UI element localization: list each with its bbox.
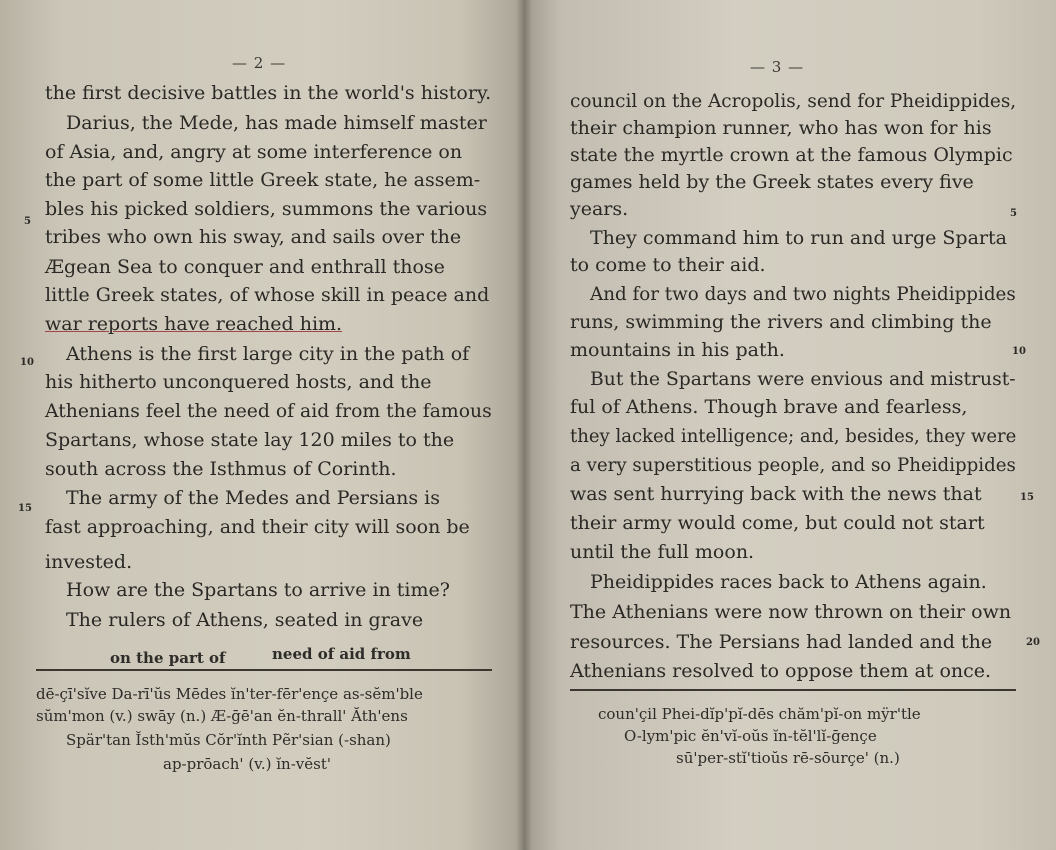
left-page bbox=[0, 0, 524, 850]
text-line: mountains in his path. bbox=[570, 339, 785, 361]
pronunciation-line: O-lym'pic ĕn'vĭ-oŭs ĭn-tĕl'lĭ-ḡençe bbox=[624, 727, 877, 745]
text-line: They command him to run and urge Sparta bbox=[590, 227, 1007, 249]
text-line: The Athenians were now thrown on their own bbox=[570, 601, 1012, 623]
footnote-heading: need of aid from bbox=[272, 645, 411, 663]
text-line: their champion runner, who has won for his bbox=[570, 117, 992, 139]
text-line: a very superstitious people, and so Pheidippides bbox=[570, 454, 1016, 476]
text-line: south across the Isthmus of Corinth. bbox=[45, 458, 397, 480]
text-line: Darius, the Mede, has made himself master bbox=[66, 112, 487, 134]
text-line: their army would come, but could not start bbox=[570, 512, 985, 534]
text-line: tribes who own his sway, and sails over the bbox=[45, 226, 462, 248]
line-number: 15 bbox=[18, 503, 32, 514]
text-line: they lacked intelligence; and, besides, they were bbox=[570, 425, 1017, 447]
text-line: fast approaching, and their city will soon be bbox=[45, 516, 470, 538]
pronunciation-line: sū'per-stĭ'tioŭs rē-sōurçe' (n.) bbox=[676, 749, 900, 767]
text-line: Athens is the first large city in the path of bbox=[66, 343, 470, 365]
footnote-rule bbox=[570, 689, 1016, 691]
line-number: 10 bbox=[20, 357, 34, 368]
text-line: his hitherto unconquered hosts, and the bbox=[45, 371, 432, 393]
right-page bbox=[524, 0, 1056, 850]
text-line: the first decisive battles in the world's history. bbox=[45, 82, 492, 104]
text-line: The army of the Medes and Persians is bbox=[66, 487, 440, 509]
text-line: war reports have reached him. bbox=[45, 313, 343, 335]
text-line: But the Spartans were envious and mistrust- bbox=[590, 368, 1016, 390]
text-line: to come to their aid. bbox=[570, 254, 766, 276]
pronunciation-line: sŭm'mon (v.) swāy (n.) Æ-ḡē'an ĕn-thrall' Ăth'ens bbox=[36, 707, 408, 725]
pronunciation-line: coun'çil Phei-dĭp'pĭ-dēs chăm'pĭ-on mÿr'tle bbox=[598, 705, 921, 723]
book-gutter bbox=[516, 0, 532, 850]
text-line: council on the Acropolis, send for Pheidippides, bbox=[570, 90, 1017, 112]
page-number: — 3 — bbox=[750, 58, 805, 76]
text-line: How are the Spartans to arrive in time? bbox=[66, 579, 450, 601]
text-line: Spartans, whose state lay 120 miles to the bbox=[45, 429, 455, 451]
text-line: runs, swimming the rivers and climbing the bbox=[570, 311, 992, 333]
text-line: resources. The Persians had landed and the bbox=[570, 631, 993, 653]
text-line: games held by the Greek states every five bbox=[570, 171, 974, 193]
pronunciation-line: Spär'tan Ĭsth'mŭs Cŏr'ĭnth Pẽr'sian (-shan) bbox=[66, 731, 391, 749]
text-line: of Asia, and, angry at some interference on bbox=[45, 141, 463, 163]
line-number: 5 bbox=[1010, 208, 1017, 219]
text-line: Athenians resolved to oppose them at once. bbox=[570, 660, 992, 682]
text-line: bles his picked soldiers, summons the various bbox=[45, 198, 488, 220]
page-number: — 2 — bbox=[232, 54, 287, 72]
text-line: invested. bbox=[45, 551, 133, 573]
line-number: 20 bbox=[1026, 637, 1040, 648]
pronunciation-line: ap-prōach' (v.) ĭn-vĕst' bbox=[163, 755, 331, 773]
text-line: Pheidippides races back to Athens again. bbox=[590, 571, 987, 593]
line-number: 5 bbox=[24, 216, 31, 227]
text-line: Ægean Sea to conquer and enthrall those bbox=[45, 256, 445, 278]
text-line: ful of Athens. Though brave and fearless, bbox=[570, 396, 968, 418]
text-line: was sent hurrying back with the news that bbox=[570, 483, 982, 505]
line-number: 15 bbox=[1020, 492, 1034, 503]
text-line: state the myrtle crown at the famous Olympic bbox=[570, 144, 1013, 166]
line-number: 10 bbox=[1012, 346, 1026, 357]
pronunciation-line: dē-çī'sĭve Da-rī'ŭs Mēdes ĭn'ter-fēr'ençe as-sĕm'ble bbox=[36, 685, 423, 703]
footnote-rule bbox=[36, 669, 492, 671]
text-line: years. bbox=[570, 198, 629, 220]
footnote-heading: on the part of bbox=[110, 649, 226, 667]
text-line: And for two days and two nights Pheidippides bbox=[590, 283, 1016, 305]
text-line: The rulers of Athens, seated in grave bbox=[66, 609, 424, 631]
text-line: little Greek states, of whose skill in peace and bbox=[45, 284, 490, 306]
text-line: until the full moon. bbox=[570, 541, 755, 563]
text-line: the part of some little Greek state, he assem- bbox=[45, 169, 481, 191]
text-line: Athenians feel the need of aid from the famous bbox=[45, 400, 492, 422]
